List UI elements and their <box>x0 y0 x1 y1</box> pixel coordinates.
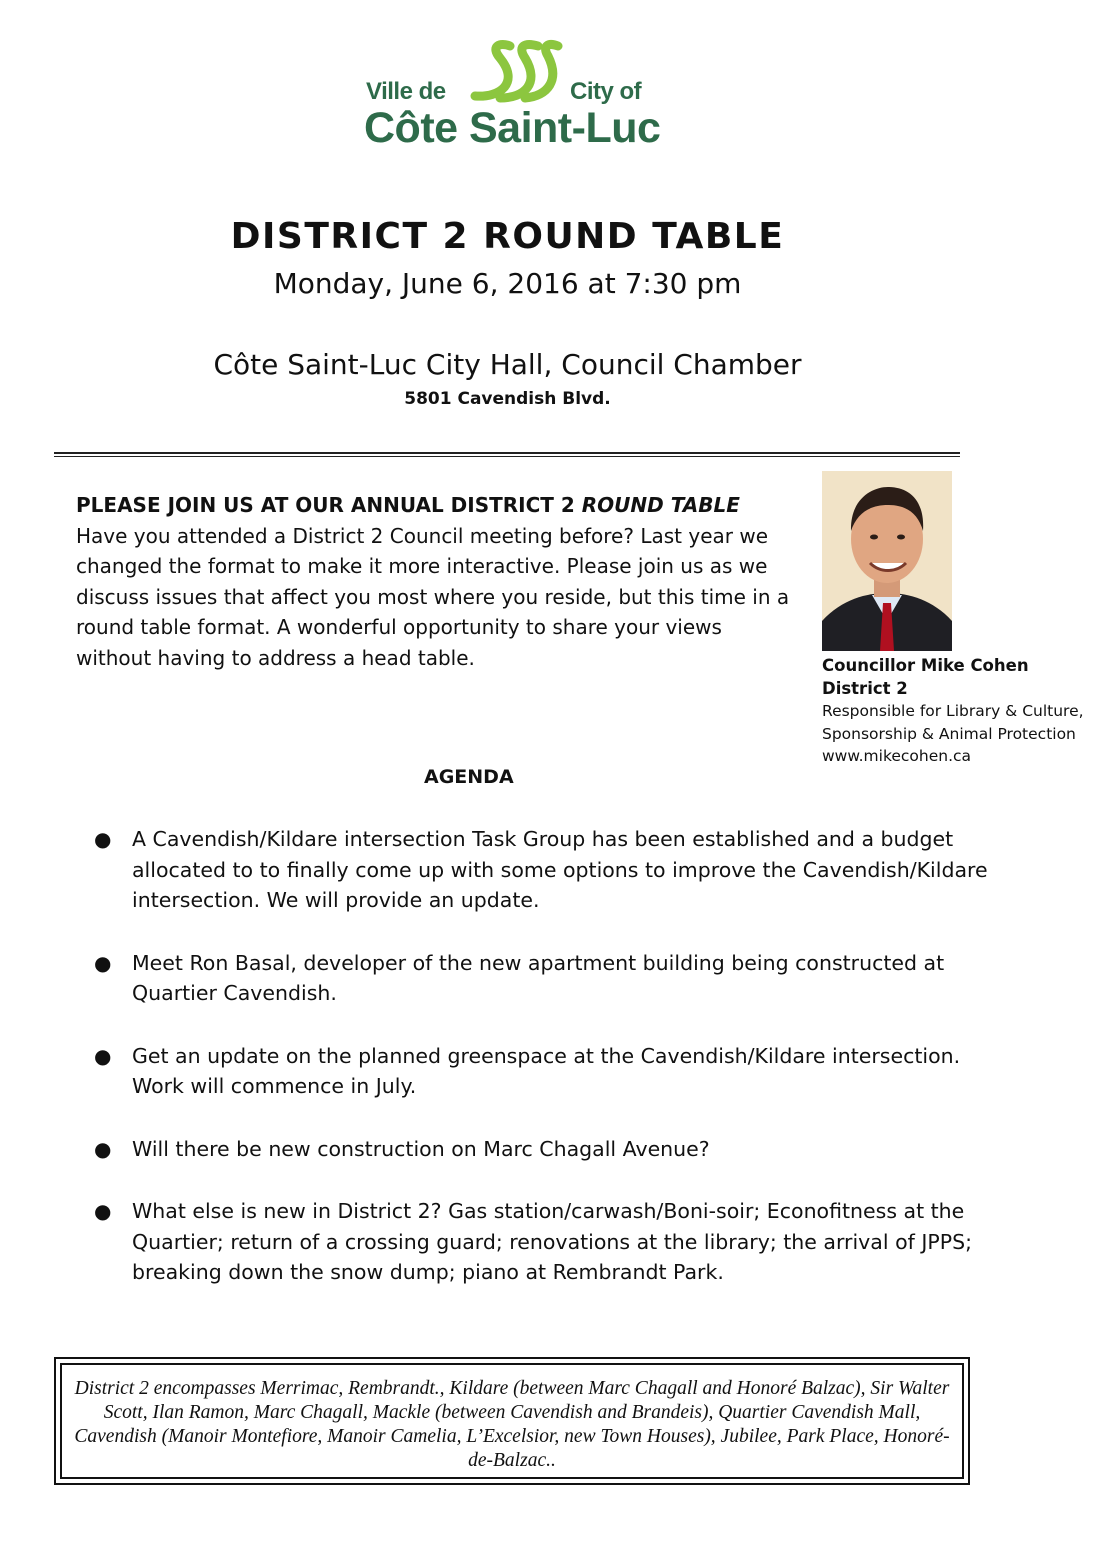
agenda-item <box>92 824 992 916</box>
intro-heading <box>76 490 796 521</box>
footer-inner-border <box>60 1363 964 1479</box>
bullet-icon: ● <box>94 1043 112 1068</box>
logo-cote-saint-luc: Côte Saint-Luc <box>364 104 661 152</box>
bullet-icon: ● <box>94 1199 112 1223</box>
logo-city-of: City of <box>570 78 642 105</box>
councillor-responsibility: Responsible for Library & Culture, Sponsorship & Animal Protection <box>822 702 1084 743</box>
event-date: Monday, June 6, 2016 at 7:30 pm <box>273 267 742 300</box>
city-logo <box>360 38 660 158</box>
agenda-item <box>92 1134 992 1165</box>
agenda-item-text: Meet Ron Basal, developer of the new apartment building being constructed at Quartier Cavendish. <box>132 950 945 1005</box>
logo-ville-de: Ville de <box>366 78 446 105</box>
intro-heading-italic: ROUND TABLE <box>581 493 740 517</box>
agenda-list <box>92 824 992 1320</box>
councillor-photo <box>822 471 952 651</box>
event-address: 5801 Cavendish Blvd. <box>404 389 611 409</box>
agenda-item <box>92 1041 992 1102</box>
district-boundaries-box <box>54 1357 970 1485</box>
councillor-caption <box>822 655 1092 768</box>
divider <box>54 452 960 457</box>
agenda-item <box>92 1196 992 1288</box>
intro-section <box>76 490 796 673</box>
intro-body: Have you attended a District 2 Council meeting before? Last year we changed the format to make it more interactive. Please join us as we discuss issues that affect you most where you reside, but this time in a round table format. A wonderful opportunity to share your views without having to address a head table. <box>76 523 790 670</box>
councillor-name: Councillor Mike Cohen <box>822 656 1029 675</box>
district-boundaries-text: District 2 encompasses Merrimac, Rembrandt., Kildare (between Marc Chagall and Honoré Balzac), Sir Walter Scott, Ilan Ramon, Marc Chagall, Mackle (between Cavendish and Brandeis), Quartier Cavendish Mall, Cavendish (Manoir Montefiore, Manoir Camelia, L’Excelsior, new Town Houses), Jubilee, Park Place, Honoré-de-Balzac.. <box>74 1378 950 1471</box>
intro-heading-prefix: PLEASE JOIN US AT OUR ANNUAL DISTRICT 2 <box>76 493 582 517</box>
event-venue: Côte Saint-Luc City Hall, Council Chamber <box>213 348 802 381</box>
bullet-icon: ● <box>94 1136 112 1161</box>
agenda-item-text: Will there be new construction on Marc Chagall Avenue? <box>132 1136 710 1161</box>
agenda-item-text: What else is new in District 2? Gas station/carwash/Boni-soir; Econofitness at the Quartier; return of a crossing guard; renovations at the library; the arrival of JPPS; breaking down the snow dump; piano at Rembrandt Park. <box>132 1199 973 1284</box>
councillor-website[interactable]: www.mikecohen.ca <box>822 747 972 765</box>
agenda-item <box>92 948 992 1009</box>
agenda-item-text: Get an update on the planned greenspace at the Cavendish/Kildare intersection. Work will commence in July. <box>132 1043 961 1098</box>
page-title: DISTRICT 2 ROUND TABLE <box>230 216 785 257</box>
councillor-district: District 2 <box>822 678 908 698</box>
agenda-title: AGENDA <box>424 766 514 788</box>
bullet-icon: ● <box>94 827 112 851</box>
agenda-item-text: A Cavendish/Kildare intersection Task Group has been established and a budget allocated to to finally come up with some options to improve the Cavendish/Kildare intersection. We will provide an update. <box>132 827 988 912</box>
bullet-icon: ● <box>94 950 112 975</box>
